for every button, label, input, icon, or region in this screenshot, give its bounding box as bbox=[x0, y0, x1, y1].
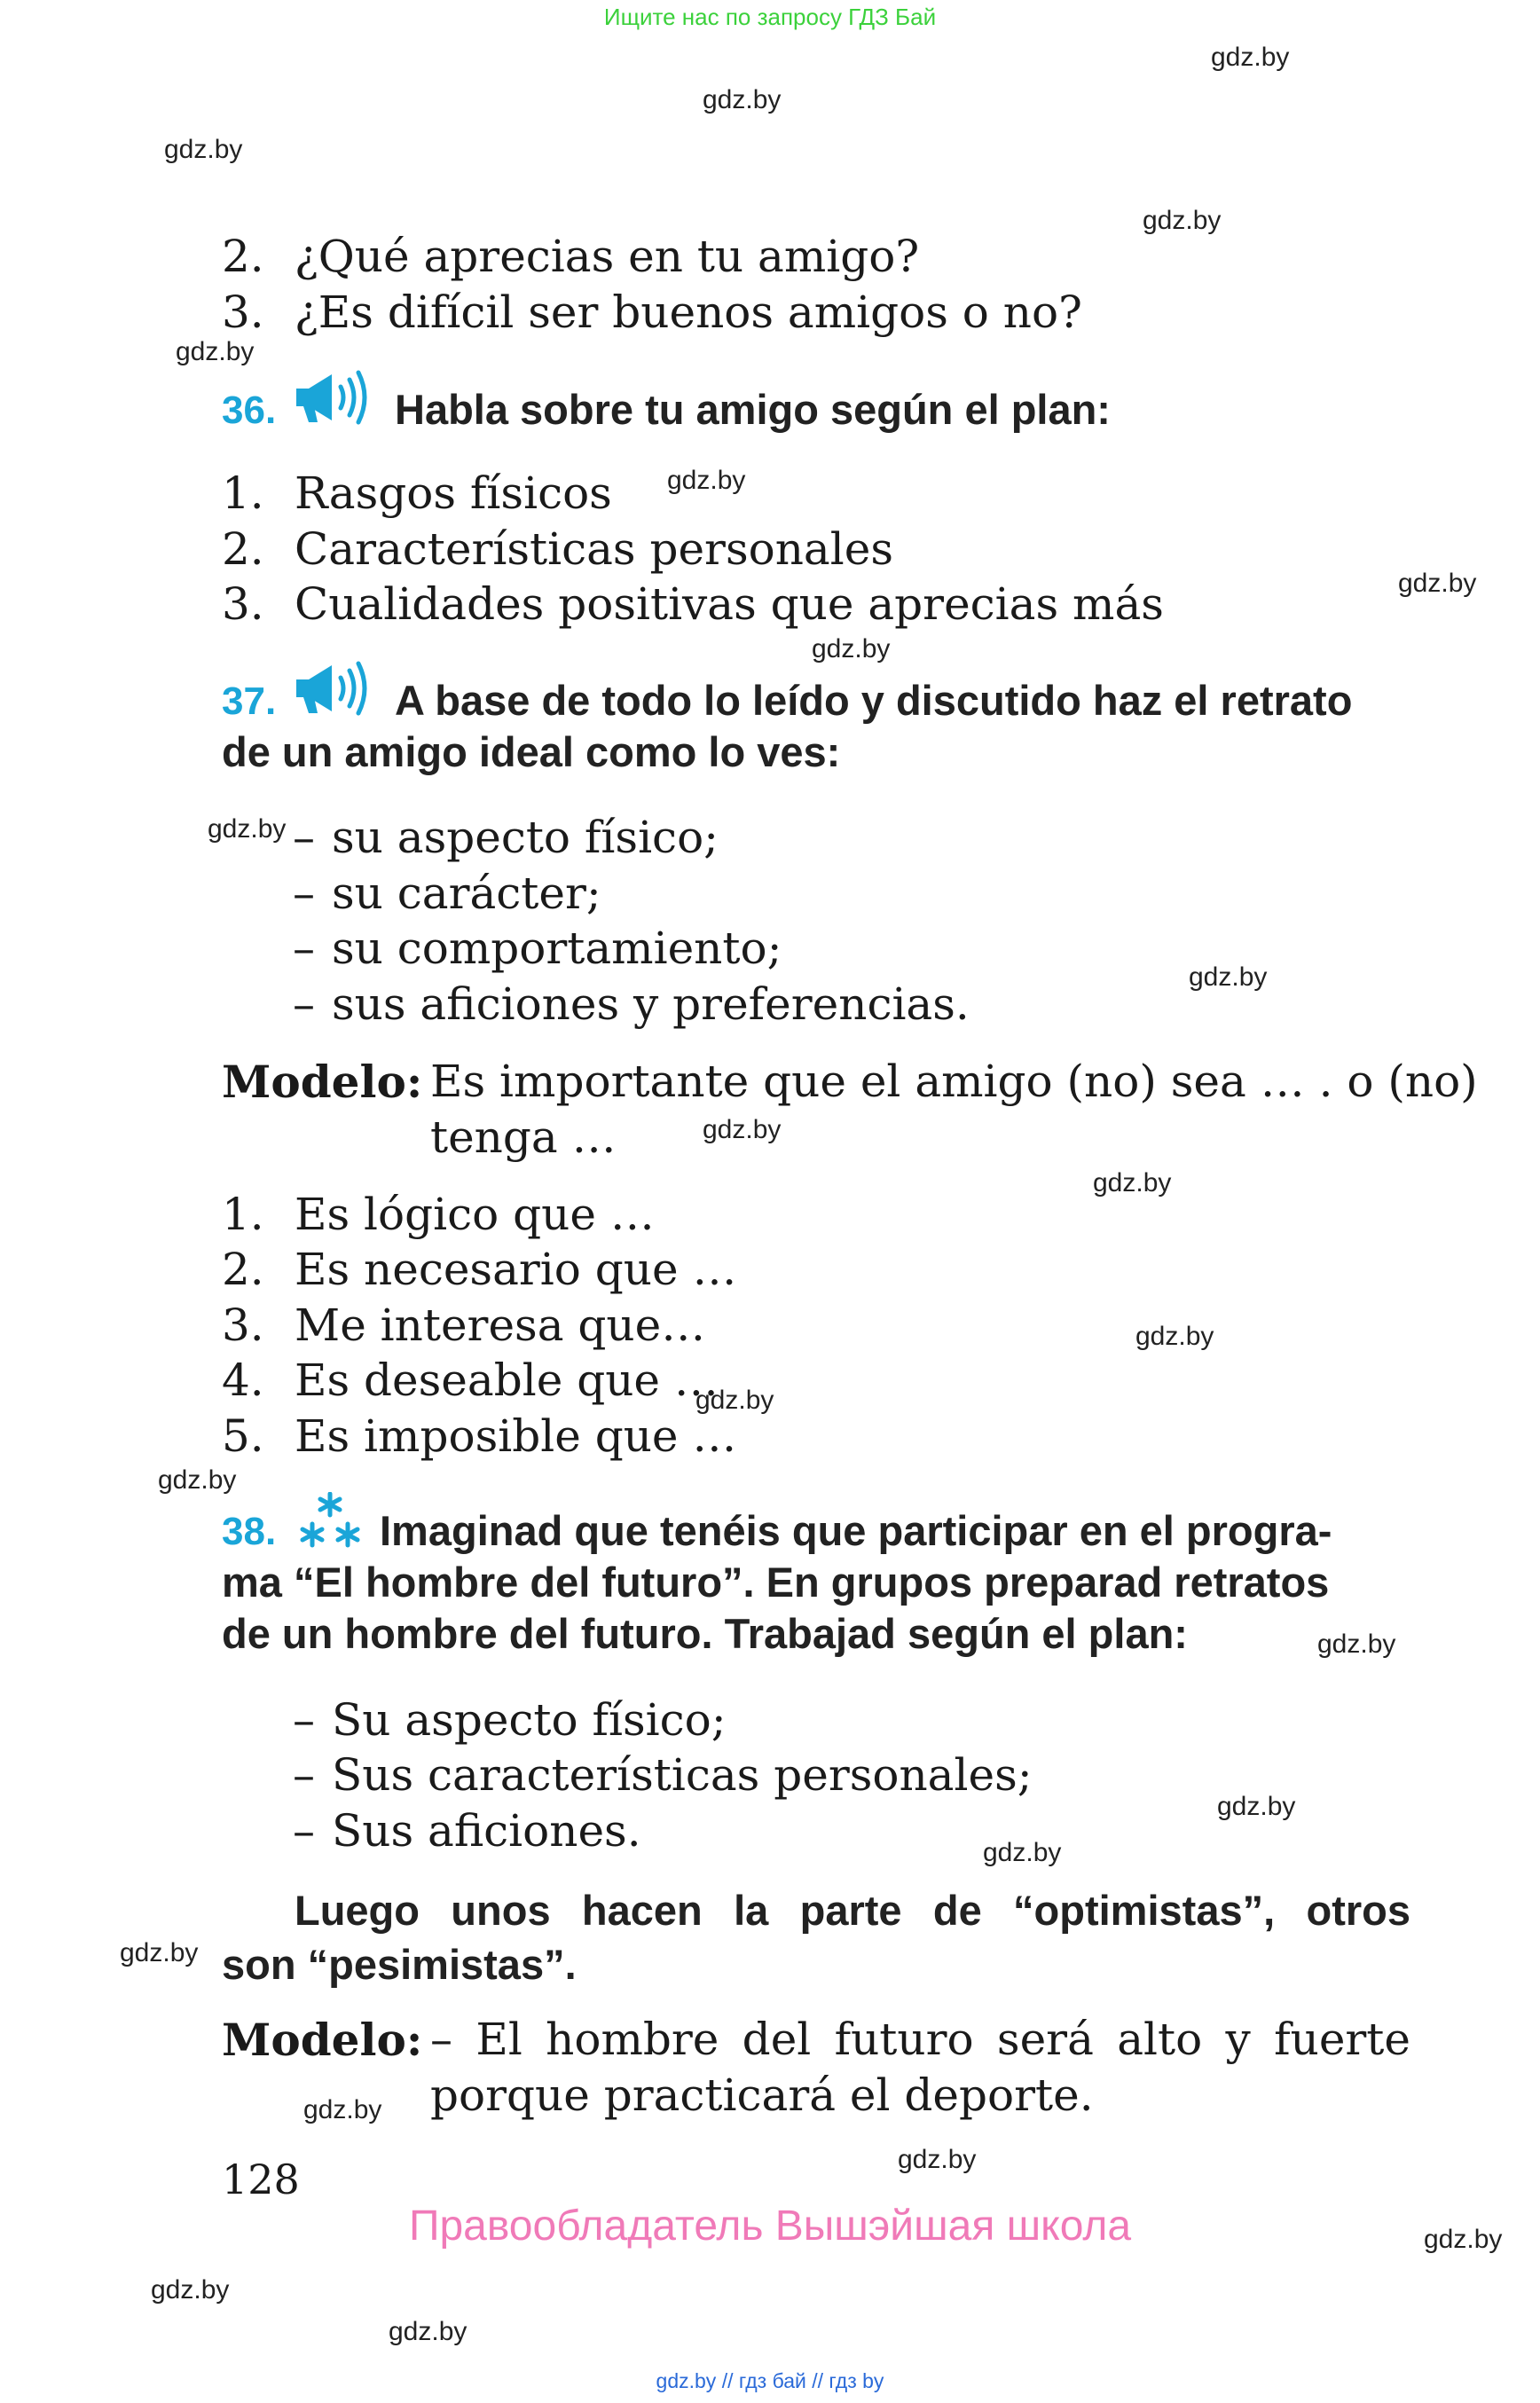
page-number: 128 bbox=[222, 2156, 300, 2203]
megaphone-icon bbox=[291, 364, 376, 431]
watermark: gdz.by bbox=[983, 1838, 1062, 1867]
instruction-text: son “pesimistas”. bbox=[222, 1941, 577, 1988]
list-item: – su aspecto físico; bbox=[293, 812, 719, 863]
watermark: gdz.by bbox=[303, 2095, 382, 2124]
list-item: 2. ¿Qué aprecias en tu amigo? bbox=[222, 231, 920, 282]
list-item: 2. Es necesario que … bbox=[222, 1244, 737, 1295]
list-item: 3. Cualidades positivas que aprecias más bbox=[222, 578, 1164, 630]
list-item: – su carácter; bbox=[293, 868, 601, 919]
watermark: gdz.by bbox=[158, 1465, 237, 1495]
watermark: gdz.by bbox=[703, 1115, 782, 1144]
list-item: 3. ¿Es difícil ser buenos amigos o no? bbox=[222, 287, 1082, 338]
list-item: 5. Es imposible que … bbox=[222, 1410, 737, 1462]
exercise-number: 38. bbox=[222, 1510, 277, 1553]
model-label: Modelo: bbox=[222, 2014, 423, 2066]
exercise-title: Habla sobre tu amigo según el plan: bbox=[395, 386, 1111, 433]
snowflake-group-icon bbox=[297, 1492, 363, 1554]
watermark: gdz.by bbox=[667, 466, 746, 495]
list-item: – Sus características personales; bbox=[293, 1749, 1033, 1801]
watermark: gdz.by bbox=[898, 2145, 977, 2174]
list-item: – Su aspecto físico; bbox=[293, 1694, 727, 1746]
watermark: gdz.by bbox=[1143, 206, 1222, 235]
model-text: tenga … bbox=[430, 1111, 617, 1163]
watermark: gdz.by bbox=[812, 634, 891, 664]
exercise-title: de un hombre del futuro. Trabajad según el plan: bbox=[222, 1610, 1188, 1657]
exercise-number: 36. bbox=[222, 389, 277, 432]
list-item: – Sus aficiones. bbox=[293, 1805, 641, 1857]
list-item: 4. Es deseable que … bbox=[222, 1355, 719, 1406]
megaphone-icon bbox=[291, 655, 376, 722]
list-item: – sus aficiones y preferencias. bbox=[293, 978, 970, 1030]
rights-holder: Правообладатель Вышэйшая школа bbox=[408, 2203, 1132, 2250]
watermark: gdz.by bbox=[176, 337, 255, 366]
watermark: gdz.by bbox=[1189, 962, 1268, 992]
exercise-title: ma “El hombre del futuro”. En grupos preparad retratos bbox=[222, 1559, 1330, 1606]
instruction-text: Luego unos hacen la parte de “optimistas”, otros bbox=[295, 1887, 1410, 1934]
list-item: 1. Es lógico que … bbox=[222, 1189, 655, 1240]
watermark: gdz.by bbox=[164, 135, 243, 164]
watermark: gdz.by bbox=[695, 1386, 774, 1415]
exercise-title: de un amigo ideal como lo ves: bbox=[222, 728, 841, 775]
watermark: gdz.by bbox=[1317, 1629, 1396, 1659]
exercise-number: 37. bbox=[222, 679, 277, 723]
model-label: Modelo: bbox=[222, 1056, 423, 1108]
watermark: gdz.by bbox=[208, 814, 287, 844]
watermark: gdz.by bbox=[1217, 1792, 1296, 1821]
list-item: 3. Me interesa que… bbox=[222, 1300, 706, 1351]
watermark: gdz.by bbox=[389, 2317, 468, 2346]
top-banner: Ищите нас по запросу ГДЗ Бай bbox=[603, 4, 937, 30]
exercise-title: Imaginad que tenéis que participar en el progra- bbox=[380, 1507, 1332, 1554]
model-text: porque practicará el deporte. bbox=[430, 2069, 1094, 2121]
exercise-title: A base de todo lo leído y discutido haz el retrato bbox=[395, 677, 1353, 724]
watermark: gdz.by bbox=[120, 1938, 199, 1967]
list-item: – su comportamiento; bbox=[293, 923, 782, 974]
watermark: gdz.by bbox=[1093, 1168, 1172, 1198]
watermark: gdz.by bbox=[1135, 1322, 1214, 1351]
watermark: gdz.by bbox=[1424, 2225, 1503, 2254]
footer-links[interactable]: gdz.by // гдз бай // гдз by bbox=[656, 2369, 884, 2392]
watermark: gdz.by bbox=[703, 85, 782, 114]
list-item: 1. Rasgos físicos bbox=[222, 467, 612, 519]
model-text: – El hombre del futuro será alto y fuerte bbox=[430, 2014, 1410, 2065]
watermark: gdz.by bbox=[151, 2275, 230, 2305]
list-item: 2. Características personales bbox=[222, 523, 893, 575]
model-text: Es importante que el amigo (no) sea … . o (no) bbox=[430, 1056, 1478, 1107]
watermark: gdz.by bbox=[1398, 569, 1477, 598]
watermark: gdz.by bbox=[1211, 43, 1290, 72]
